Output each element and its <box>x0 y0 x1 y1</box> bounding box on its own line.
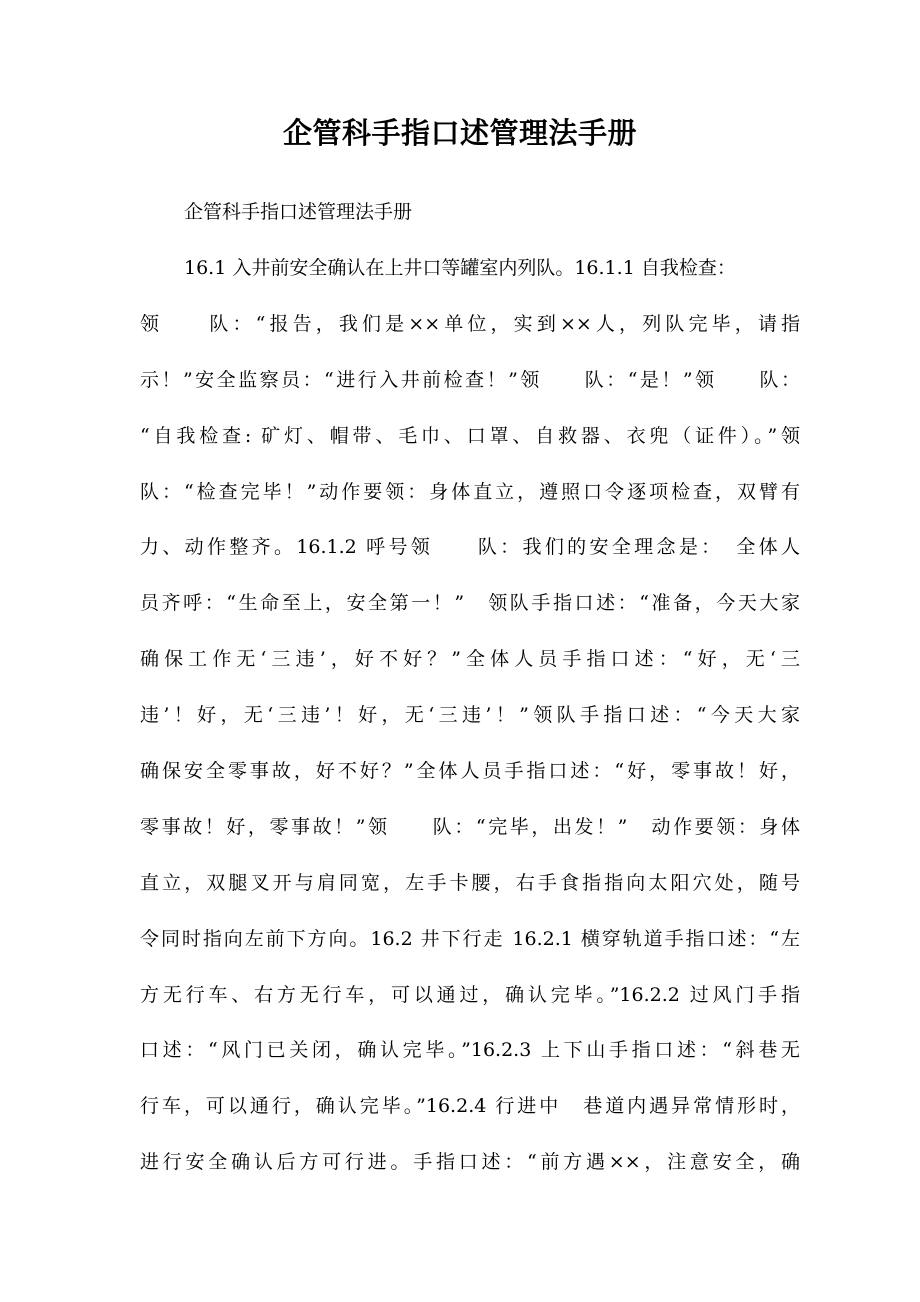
document-subtitle: 企管科手指口述管理法手册 <box>184 201 413 223</box>
body-line: 示！”安全监察员：“进行入井前检查！”领 队：“是！”领 队： <box>140 368 800 391</box>
body-line: 违’！好，无‘三违’！好，无‘三违’！”领队手指口述：“今天大家 <box>140 704 800 727</box>
body-line: 确保工作无‘三违’，好不好？”全体人员手指口述：“好，无‘三 <box>140 648 800 671</box>
body-line: 行车，可以通行，确认完毕。”16.2.4 行进中 巷道内遇异常情形时， <box>140 1095 800 1118</box>
body-line: “自我检查: 矿灯、帽带、毛巾、口罩、自救器、衣兜（证件）。”领 <box>140 424 800 447</box>
body-line: 力、动作整齐。16.1.2 呼号领 队：我们的安全理念是： 全体人 <box>140 536 800 559</box>
body-line: 方无行车、右方无行车，可以通过，确认完毕。”16.2.2 过风门手指 <box>140 983 800 1006</box>
body-line: 队：“检查完毕！”动作要领：身体直立，遵照口令逐项检查，双臂有 <box>140 480 800 503</box>
body-line: 领 队：“报告，我们是××单位，实到××人，列队完毕，请指 <box>140 312 800 335</box>
document-title: 企管科手指口述管理法手册 <box>282 116 637 150</box>
body-line: 确保安全零事故，好不好？”全体人员手指口述：“好，零事故！好， <box>140 760 800 783</box>
body-line: 进行安全确认后方可行进。手指口述：“前方遇××，注意安全，确 <box>140 1151 800 1174</box>
body-line: 直立，双腿叉开与肩同宽，左手卡腰，右手食指指向太阳穴处，随号 <box>140 871 800 894</box>
body-line: 员齐呼：“生命至上，安全第一！” 领队手指口述：“准备，今天大家 <box>140 592 800 615</box>
body-line: 16.1 入井前安全确认在上井口等罐室内列队。16.1.1 自我检查： <box>184 257 736 279</box>
body-line: 零事故！好，零事故！”领 队：“完毕，出发！” 动作要领：身体 <box>140 815 800 838</box>
document-body <box>140 248 800 1198</box>
body-line: 口述：“风门已关闭，确认完毕。”16.2.3 上下山手指口述：“斜巷无 <box>140 1039 800 1062</box>
body-line: 令同时指向左前下方向。16.2 井下行走 16.2.1 横穿轨道手指口述：“左 <box>140 927 800 950</box>
